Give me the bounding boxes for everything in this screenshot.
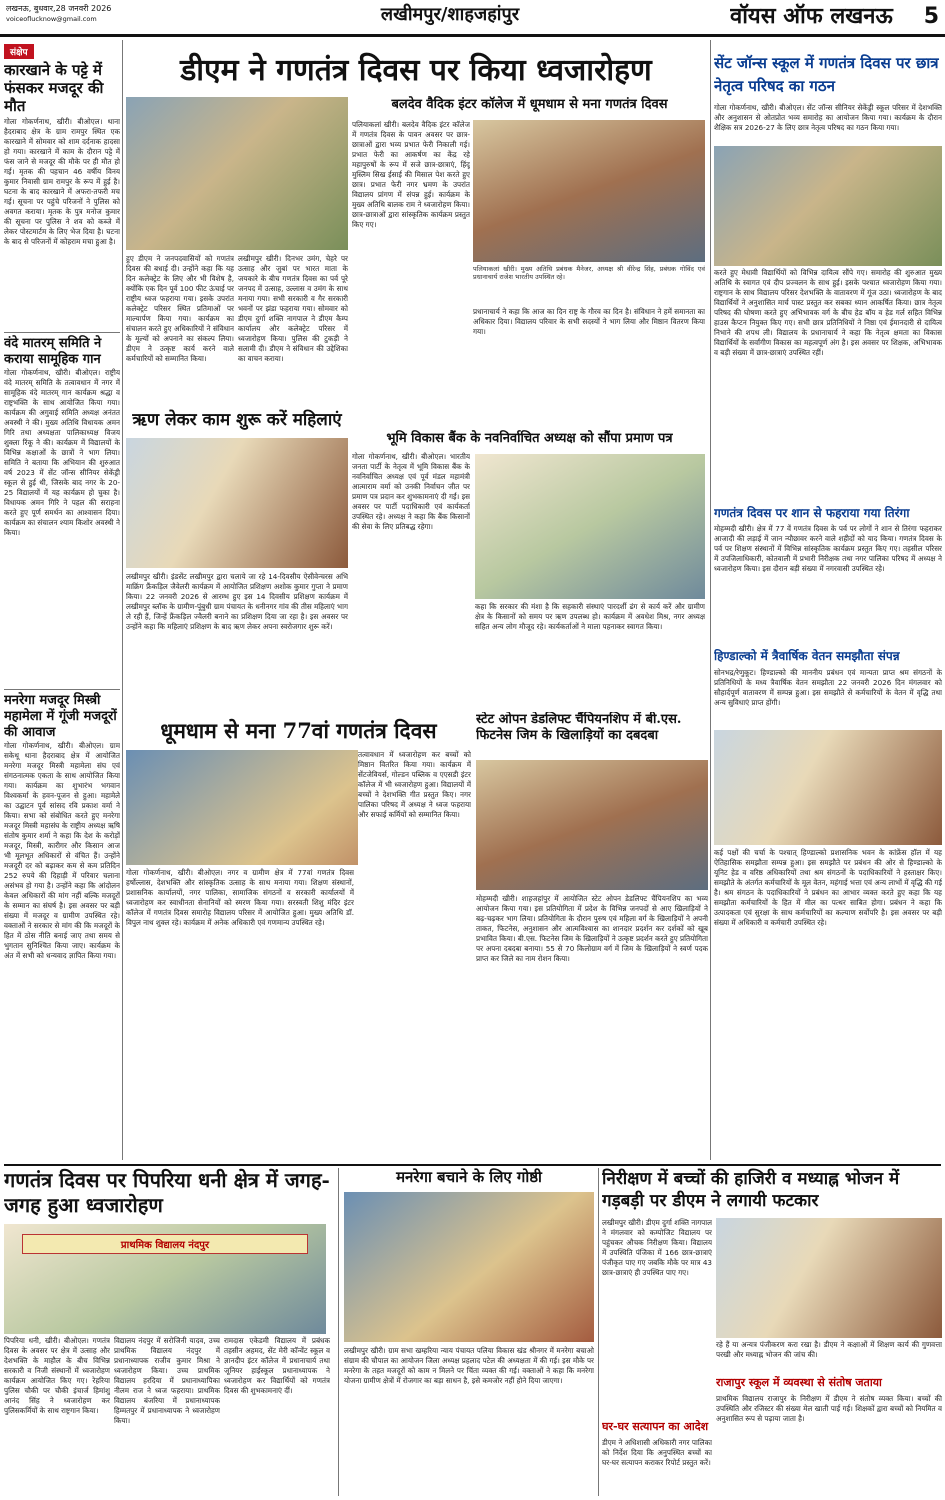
pipariya-body3: रामदास एकेडमी विद्यालय में प्रबंधक तहसीन अहमद, सेंट मेरी कॉन्वेंट स्कूल व ज्ञानदीप इंटर कॉलेज में प्रधानाचार्य तथा जूनियर हाईस्कूल प्रधानाध्यापक ने ध्वजारोहण कर विद्यार्थियों को गणतंत्र दिवस की शुभकामनाएं दीं।	[224, 1336, 330, 1395]
inspection-photo	[716, 1218, 942, 1338]
hindalco-body: सोनभद्र/रेणुकूट। हिण्डाल्को की माननीय प्रबंधन एवं मान्यता प्राप्त श्रम संगठनों के प्रतिनिधियों के मध्य त्रैवार्षिक वेतन समझौता 22 जनवरी 2026 दिन मंगलवार को सौहार्दपूर्ण वातावरण में सम्पन्न हुआ। इस समझौते से कर्मचारियों के वेतन में वृद्धि तथा अन्य सुविधाएं प्राप्त होंगी।	[714, 668, 942, 707]
inspection-headline: निरीक्षण में बच्चों की हाजिरी व मध्याह्न भोजन में गड़बड़ी पर डीएम ने लगायी फटकार	[602, 1169, 900, 1211]
section-rule	[4, 1164, 941, 1166]
pipariya-body2: विद्यालय नंदपुर में सरोजिनी यादव, उच्च प्राथमिक विद्यालय नंदपुर में प्रधानाध्यापक राजीव कुमार मिश्रा ने ध्वजारोहण किया। उच्च प्राथमिक विद्यालय हरदिया में प्रधानाध्यापिका नीलम राज ने ध्वज फहराया। प्राथमिक विद्यालय बंजरिया में प्रधानाध्यापक हिम्मतपुर में प्रधानाध्यापक ने ध्वजारोहण किया।	[114, 1336, 220, 1425]
divider	[4, 332, 120, 333]
pipariya-body: पिपरिया धनी, खीरी। बीओएल। गणतंत्र दिवस के अवसर पर क्षेत्र में उत्साह और देशभक्ति के माहौल के बीच विभिन्न सरकारी व निजी संस्थानों में ध्वजारोहण कार्यक्रम आयोजित किए गए। रेहरिया पुलिस चौकी पर चौकी इंचार्ज हिमांशु आनंद सिंह ने ध्वजारोहण कर पुलिसकर्मियों के साथ राष्ट्रगान किया।	[4, 1336, 110, 1415]
header-rule	[0, 34, 945, 37]
hindalco-headline: हिण्डाल्को में त्रैवार्षिक वेतन समझौता संपन्न	[714, 649, 900, 663]
main-headline: डीएम ने गणतंत्र दिवस पर किया ध्वजारोहण	[180, 53, 652, 88]
section-title: लखीमपुर/शाहजहांपुर	[380, 4, 520, 25]
dhoom-headline: धूमधाम से मना 77वां गणतंत्र दिवस	[160, 718, 437, 743]
story-headline: मनरेगा मजदूर मिस्त्री महामेला में गूंजी मजदूरों की आवाज	[4, 693, 117, 740]
column-divider	[338, 1168, 339, 1496]
baldev-photo	[473, 120, 705, 262]
bhoomi-photo	[475, 454, 705, 599]
divider	[4, 689, 120, 690]
story-body: गोला गोकर्णनाथ, खीरी। बीओएल। राष्ट्रीय वंदे मातरम् समिति के तत्वावधान में नगर में सामूहिक वंदे मातरम् गान कार्यक्रम श्रद्धा व राष्ट्रभक्ति के साथ आयोजित किया गया। कार्यक्रम की अगुवाई समिति अध्यक्ष अनंतत अवस्थी ने की। मुख्य अतिथि विधायक अमन गिरि तथा अध्यक्षता पालिकाध्यक्ष विजय शुक्ला रिंकू ने की। कार्यक्रम में विद्यालयों के विभिन्न कक्षाओं के छात्रों ने भाग लिया। समिति ने बताया कि अभियान की शुरुआत वर्ष 2023 में सेंट जॉन्स सीनियर सेकेंड्री स्कूल से हुई थी, जिसके बाद नगर के 20-25 विद्यालयों में यह कार्यक्रम हो चुका है। विधायक अमन गिरि ने पहल की सराहना करते हुए पूर्ण समर्थन का आश्वासन दिया। कार्यक्रम का संचालन श्याम किशोर अवस्थी ने किया।	[4, 368, 120, 537]
baldev-body2: प्रधानाचार्य ने कहा कि आज का दिन राष्ट्र के गौरव का दिन है। संविधान ने हमें समानता का अधिकार दिया। विद्यालय परिवार के सभी सदस्यों ने भाग लिया और मिष्ठान वितरण किया गया।	[473, 307, 705, 336]
rin-headline: ऋण लेकर काम शुरू करें महिलाएं	[132, 410, 342, 430]
rin-photo	[126, 438, 348, 568]
dateline: लखनऊ, बुधवार,28 जनवरी 2026	[6, 4, 112, 13]
hindalco-photo	[714, 730, 942, 845]
column-divider	[598, 1168, 599, 1496]
pipariya-headline: गणतंत्र दिवस पर पिपरिया धनी क्षेत्र में जगह-जगह हुआ ध्वजारोहण	[4, 1168, 330, 1217]
dateline-block	[6, 4, 186, 24]
main-photo	[126, 97, 348, 250]
bhoomi-headline: भूमि विकास बैंक के नवनिर्वाचित अध्यक्ष को सौंपा प्रमाण पत्र	[386, 431, 673, 446]
brief-tag: संक्षेप	[4, 44, 34, 59]
bhoomi-body: गोला गोकर्णनाथ, खीरी। बीओएल। भारतीय जनता पार्टी के नेतृत्व में भूमि विकास बैंक के नवनिर्वाचित अध्यक्ष एवं पूर्व मंडल महामंत्री आत्माराम वर्मा को उनकी निर्वाचन जीत पर प्रमाण पत्र प्रदान कर शुभकामनाएं दी गईं। इस अवसर पर पार्टी पदाधिकारी एवं कार्यकर्ता उपस्थित रहे। अध्यक्ष ने कहा कि बैंक किसानों की सेवा के लिए प्रतिबद्ध रहेगा।	[352, 452, 470, 531]
baldev-headline: बलदेव वैदिक इंटर कॉलेज में धूमधाम से मना गणतंत्र दिवस	[391, 97, 668, 112]
baldev-body: पलियाकलां खीरी। बलदेव वैदिक इंटर कॉलेज में गणतंत्र दिवस के पावन अवसर पर छात्र-छात्राओं द्वारा भव्य प्रभात फेरी निकाली गई। प्रभात फेरी का आकर्षण का केंद्र रहे महापुरुषों के रूप में सजे छात्र-छात्राएं, हिंदू मुस्लिम सिख ईसाई की मिसाल पेश करते हुए छात्र। प्रभात फेरी नगर भ्रमण के उपरांत विद्यालय प्रांगण में संपन्न हुई। कार्यक्रम के मुख्य अतिथि बालक राम ने ध्वजारोहण किया। छात्र-छात्राओं द्वारा सांस्कृतिक कार्यक्रम प्रस्तुत किए गए।	[352, 120, 470, 229]
ghar-headline: घर-घर सत्यापन का आदेश	[602, 1420, 709, 1433]
stjohns-headline: सेंट जॉन्स स्कूल में गणतंत्र दिवस पर छात्र नेतृत्व परिषद का गठन	[714, 54, 939, 95]
stjohns-body: गोला गोकर्णनाथ, खीरी। बीओएल। सेंट जॉन्स सीनियर सेकेंड्री स्कूल परिसर में देशभक्ति और अनुशासन से ओतप्रोत भव्य समारोह का आयोजन किया गया। कार्यक्रम के दौरान शैक्षिक सत्र 2026-27 के लिए छात्र नेतृत्व परिषद का गठन किया गया।	[714, 103, 942, 132]
main-body-col1: हुए डीएम ने जनपदवासियों को गणतंत्र दिवस की बधाई दी। उन्होंने कहा कि यह दिन कलेक्ट्रेट के लिए और भी विशेष है, क्योंकि एक दिन पूर्व 100 फीट ऊंचाई पर राष्ट्रीय ध्वज फहराया गया। इसके उपरांत कलेक्ट्रेट परिसर स्थित प्रतिमाओं पर माल्यार्पण किया गया। कार्यक्रम का संचालन करते हुए अधिकारियों ने संविधान के मूल्यों को अपनाने का संकल्प लिया। डीएम ने उत्कृष्ट कार्य करने वाले कर्मचारियों को सम्मानित किया।	[126, 254, 234, 363]
page-number: 5	[923, 4, 939, 29]
main-body: लखीमपुर खीरी। दिनभर उमंग, चेहरे पर उत्साह और जुबां पर भारत माता के जयकारे के बीच गणतंत्र दिवस का पर्व पूरे जनपद में उत्साह, उल्लास व उमंग के साथ मनाया गया। सभी सरकारी व गैर सरकारी भवनों पर झंडा फहराया गया। सोमवार को डीएम दुर्गा शक्ति नागपाल ने डीएम कैम्प कार्यालय और कलेक्ट्रेट परिसर में ध्वजारोहण किया। पुलिस की टुकड़ी ने सलामी दी। डीएम ने संविधान की उद्देशिका का वाचन कराया।	[238, 254, 348, 363]
manrega-headline: मनरेगा बचाने के लिए गोष्ठी	[396, 1168, 542, 1186]
manrega-photo	[344, 1192, 594, 1342]
story-body: गोला गोकर्णनाथ, खीरी। बीओएल। थाना हैदराबाद क्षेत्र के ग्राम रामपुर स्थित एक कारखाने में सोमवार को शाम दर्दनाक हादसा हो गया। कारखाने में काम के दौरान पट्टे में फंस जाने से मजदूर की मौके पर ही मौत हो गई। मृतक की पहचान 46 वर्षीय विनय कुमार निवासी ग्राम रामपुर के रूप में हुई है। घटना के बाद कारखाने में अफरा-तफरी मच गई। सूचना पर पहुंचे परिजनों ने पुलिस को अवगत कराया। मृतक के पुत्र मनोज कुमार की सूचना पर पुलिस ने शव को कब्जे में लेकर पोस्टमार्टम के लिए भेज दिया है। घटना के बाद से परिजनों में कोहराम मचा हुआ है।	[4, 117, 120, 246]
column-divider	[122, 40, 123, 1160]
fitness-body: मोहम्मदी खीरी। शाहजहांपुर में आयोजित स्टेट ओपन डेडलिफ्ट चैंपियनशिप का भव्य आयोजन किया गया। इस प्रतियोगिता में प्रदेश के विभिन्न जनपदों से आए खिलाड़ियों ने बढ़-चढ़कर भाग लिया। प्रतियोगिता के दौरान पुरुष एवं महिला वर्ग के खिलाड़ियों ने अपनी ताकत, फिटनेस, अनुशासन और आत्मविश्वास का शानदार प्रदर्शन कर दर्शकों को खूब प्रभावित किया। बी.एस. फिटनेस जिम के खिलाड़ियों ने उत्कृष्ट प्रदर्शन करते हुए प्रतियोगिता पर अपना दबदबा बनाया। 55 से 70 किलोग्राम वर्ग में जिम के खिलाड़ियों ने स्वर्ण पदक प्राप्त कर जिले का नाम रोशन किया।	[476, 894, 708, 963]
inspection-body2: रहे हैं या अन्यत्र पंजीकरण करा रखा है। डीएम ने कक्षाओं में शिक्षण कार्य की गुणवत्ता परखी और मध्याह्न भोजन की जांच की।	[716, 1340, 942, 1359]
story-headline: वंदे मातरम् समिति ने कराया सामूहिक गान	[4, 336, 102, 367]
story-headline: कारखाने के पट्टे में फंसकर मजदूर की मौत	[4, 61, 104, 115]
mohammadi-body: मोहम्मदी खीरी। क्षेत्र में 77 वें गणतंत्र दिवस के पर्व पर लोगों ने शान से तिरंगा फहराकर आजादी की लड़ाई में जान न्यौछावर करने वाले शहीदों को याद किया। गणतंत्र दिवस के पर्व पर शिक्षण संस्थानों में विभिन्न सांस्कृतिक कार्यक्रम प्रस्तुत किए गए। तहसील परिसर में उपजिलाधिकारी, कोतवाली में प्रभारी निरीक्षक तथा नगर पालिका परिषद में अध्यक्ष ने ध्वजारोहण किया। इस दौरान बड़ी संख्या में नगरवासी उपस्थित रहे।	[714, 524, 942, 573]
pipariya-photo	[4, 1224, 326, 1334]
brand-name: वॉयस ऑफ लखनऊ	[730, 3, 893, 29]
rajapur-body: प्राथमिक विद्यालय राजापुर के निरीक्षण में डीएम ने संतोष व्यक्त किया। बच्चों की उपस्थिति और रजिस्टर की संख्या मेल खाती पाई गई। शिक्षकों द्वारा बच्चों को नियमित व अनुशासित रूप से पढ़ाया जाता है।	[716, 1394, 942, 1423]
dhoom-body: गोला गोकर्णनाथ, खीरी। बीओएल। नगर व ग्रामीण क्षेत्र में 77वां गणतंत्र दिवस हर्षोल्लास, देशभक्ति और सांस्कृतिक उत्साह के साथ मनाया गया। शिक्षण संस्थानों, प्रशासनिक कार्यालयों, नगर पालिका, सामाजिक संगठनों व सरकारी कार्यालयों में ध्वजारोहण कर स्वाधीनता सेनानियों को स्मरण किया गया। सरस्वती शिशु मंदिर इंटर कॉलेज में गणतंत्र दिवस समारोह विद्यालय परिसर में आयोजित हुआ। मुख्य अतिथि डॉ. विपुल नाथ शुक्ल रहे। कार्यक्रम में अनेक अधिकारी एवं गणमान्य उपस्थित रहे।	[126, 868, 354, 927]
fitness-photo	[476, 760, 708, 890]
masthead	[730, 0, 945, 34]
hindalco-body2: कई पक्षों की चर्चा के पश्चात् हिण्डाल्को प्रशासनिक भवन के कांफ्रेंस हॉल में यह ऐतिहासिक समझौता सम्पन्न हुआ। इस समझौते पर प्रबंधन की ओर से हिण्डाल्को के यूनिट हेड व वरिष्ठ अधिकारियों तथा श्रम संगठनों के पदाधिकारियों ने हस्ताक्षर किए। समझौते के अंतर्गत कर्मचारियों के मूल वेतन, महंगाई भत्ता एवं अन्य लाभों में वृद्धि की गई है। श्रम संगठन के पदाधिकारियों ने प्रबंधन का आभार व्यक्त करते हुए कहा कि यह समझौता कर्मचारियों के हित में मील का पत्थर साबित होगा। प्रबंधन ने कहा कि उत्पादकता एवं सुरक्षा के साथ कर्मचारियों का कल्याण सर्वोपरि है। इस अवसर पर बड़ी संख्या में अधिकारी व कर्मचारी उपस्थित रहे।	[714, 848, 942, 927]
baldev-caption: पलियाकलां खीरी। मुख्य अतिथि प्रबंधक मैनेजर, अध्यक्ष श्री वीरेन्द्र सिंह, प्रबंधक गोविंद एवं प्रधानाचार्य राजेश भारतीय उपस्थित रहे।	[473, 265, 705, 281]
bhoomi-body2: कहा कि सरकार की मंशा है कि सहकारी संस्थाएं पारदर्शी ढंग से कार्य करें और ग्रामीण क्षेत्र के किसानों को समय पर ऋण उपलब्ध हो। कार्यक्रम में अवधेश मिश्र, नगर अध्यक्ष सहित अन्य लोग मौजूद रहे। कार्यकर्ताओं ने माला पहनाकर स्वागत किया।	[475, 602, 705, 631]
dhoom-body2: तत्वावधान में ध्वजारोहण कर बच्चों को मिष्ठान वितरित किया गया। कार्यक्रम में सेंटजेवियर्स, गोल्डन पब्लिक व एएसडी इंटर कॉलेज में भी ध्वजारोहण हुआ। विद्यालयों में बच्चों ने देशभक्ति गीत प्रस्तुत किए। नगर पालिका परिषद में अध्यक्ष ने ध्वज फहराया और सफाई कर्मियों को सम्मानित किया।	[358, 750, 471, 1163]
stjohns-photo	[714, 146, 942, 266]
rajapur-headline: राजापुर स्कूल में व्यवस्था से संतोष जताया	[716, 1376, 882, 1389]
stjohns-body2: करते हुए मेधावी विद्यार्थियों को विभिन्न दायित्व सौंपे गए। समारोह की शुरुआत मुख्य अतिथि के स्वागत एवं दीप प्रज्वलन के साथ हुई। इसके पश्चात ध्वजारोहण किया गया। राष्ट्रगान के साथ विद्यालय परिसर देशभक्ति के वातावरण में गूंज उठा। ध्वजारोहण के बाद विद्यार्थियों ने अनुशासित मार्च पास्ट प्रस्तुत कर सबका ध्यान आकर्षित किया। छात्र नेतृत्व परिषद की घोषणा करते हुए अभिभावक वर्ग के बीच हेड बॉय व हेड गर्ल सहित विभिन्न हाउस कैप्टन नियुक्त किए गए। सभी छात्र प्रतिनिधियों ने निष्ठा एवं ईमानदारी से दायित्व निभाने की शपथ ली। विद्यालय के प्रधानाचार्य ने कहा कि नेतृत्व क्षमता का विकास विद्यार्थियों के सर्वांगीण विकास का महत्वपूर्ण अंग है। इस अवसर पर शिक्षक, अभिभावक व बड़ी संख्या में छात्र-छात्राएं उपस्थित रहीं।	[714, 268, 942, 357]
ghar-body: डीएम ने अधिशासी अधिकारी नगर पालिका को निर्देश दिया कि अनुपस्थित बच्चों का घर-घर सत्यापन कराकर रिपोर्ट प्रस्तुत करें।	[602, 1438, 712, 1467]
column-divider	[710, 40, 711, 1160]
rin-body: लखीमपुर खीरी। इंडसेंट लखीमपुर द्वारा चलाये जा रहे 14-दिवसीय ऐसीवेन्चरस अभि माक्रिंग फ्रैंकड़िल जैवेलरी कार्यक्रम में आयोजित प्रशिक्षण अशोक कुमार गुप्ता ने प्रमाण किया। 22 जनवरी 2026 से आरम्भ हुए इस 14 दिवसीय प्रशिक्षण कार्यक्रम में लखीमपुर ब्लॉक के ग्रामीण-पूंबुधी ग्राम पंचायत के धनीनगर गांव की तीस महिलाएं भाग ले रही हैं, जिन्हें फ्रैंकड़िल ज्वैलरी बनाने का प्रशिक्षण दिया जा रहा है। इस अवसर पर उन्होंने कहा कि महिलाएं प्रशिक्षण के बाद ऋण लेकर अपना स्वरोजगार शुरू करें।	[126, 572, 348, 631]
story-body: गोला गोकर्णनाथ, खीरी। बीओएल। ग्राम सकेथू थाना हैदराबाद क्षेत्र में आयोजित मनरेगा मजदूर मिस्त्री महामेला संघ एवं संगठनात्मक एकता के साथ आयोजित किया गया। कार्यक्रम का शुभारंभ भगवान विश्वकर्मा के हवन-पूजन से हुआ। महामेले का उद्घाटन पूर्व सांसद रवि प्रकाश वर्मा ने किया। सभा को संबोधित करते हुए मनरेगा मजदूर मिस्त्री महासंघ के राष्ट्रीय अध्यक्ष ऋषि संतोष कुमार शर्मा ने कहा कि देश के करोड़ों मजदूर, मिस्त्री, कारीगर और किसान आज भी मूलभूत अधिकारों से वंचित हैं। उन्होंने मजदूरी दर को बढ़ाकर कम से कम प्रतिदिन 252 रुपये की दिहाड़ी में परिवार चलाना असंभव हो गया है। उन्होंने कहा कि आंदोलन केवल अधिकारों की मांग नहीं बल्कि मजदूरों के सम्मान का संघर्ष है। इस अवसर पर बड़ी संख्या में मजदूर व ग्रामीण उपस्थित रहे। वक्ताओं ने सरकार से मांग की कि मजदूरों के हित में ठोस नीति बनाई जाए तथा समय से भुगतान सुनिश्चित किया जाए। कार्यक्रम के अंत में सभी को धन्यवाद ज्ञापित किया गया।	[4, 741, 120, 960]
inspection-body: लखीमपुर खीरी। डीएम दुर्गा शक्ति नागपाल ने मंगलवार को कम्पोजिट विद्यालय पर पहुंचकर औचक निरीक्षण किया। विद्यालय में उपस्थिति पंजिका में 166 छात्र-छात्राएं पंजीकृत पाए गए जबकि मौके पर मात्र 43 छात्र-छात्राएं ही उपस्थित पाए गए।	[602, 1218, 712, 1277]
mohammadi-headline: गणतंत्र दिवस पर शान से फहराया गया तिरंगा	[714, 506, 910, 520]
left-column	[4, 40, 120, 1180]
fitness-headline: स्टेट ओपन डेडलिफ्ट चैंपियनशिप में बी.एस. फिटनेस जिम के खिलाड़ियों का दबदबा	[476, 712, 682, 743]
manrega-body: लखीमपुर खीरी। ग्राम सभा खम्हरिया न्याय पंचायत पलिया विकास खंड श्रीनगर में मनरेगा बचाओ संग्राम की चौपाल का आयोजन जिला अध्यक्ष प्रहलाद पटेल की अध्यक्षता में की गई। इस मौके पर मनरेगा के तहत मजदूरों को काम न मिलने पर चिंता व्यक्त की गई। वक्ताओं ने कहा कि मनरेगा योजना ग्रामीण क्षेत्रों में रोजगार का बड़ा साधन है, इसे कमजोर नहीं होने दिया जाएगा।	[344, 1346, 594, 1385]
email: voiceoflucknow@gmail.com	[6, 15, 97, 23]
school-board: प्राथमिक विद्यालय नंदपुर	[22, 1234, 308, 1254]
